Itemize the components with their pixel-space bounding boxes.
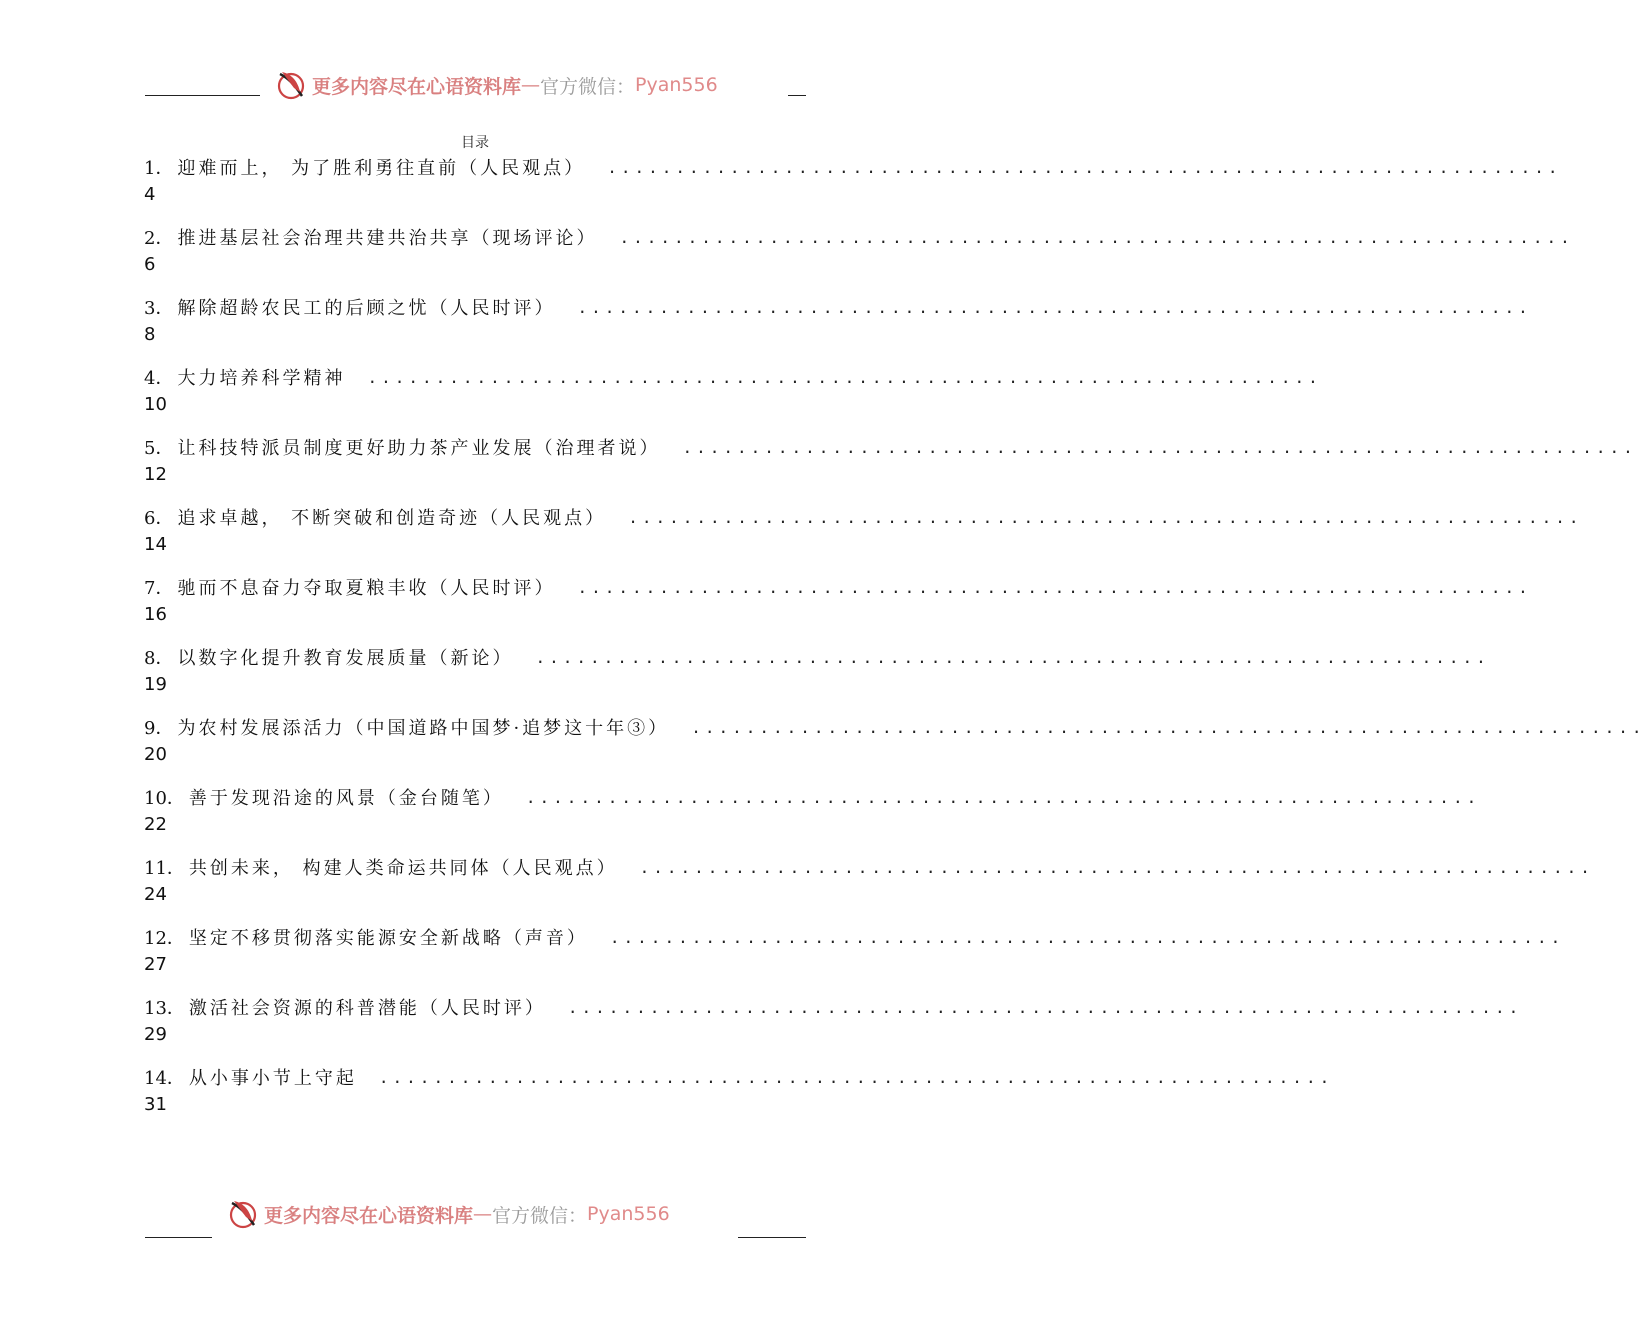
toc-entry-page: 16 <box>144 604 167 625</box>
toc-entry-page: 27 <box>144 954 167 975</box>
toc-entry-page: 14 <box>144 534 167 555</box>
toc-entry[interactable] <box>144 642 1490 712</box>
toc-entry-page: 8 <box>144 324 156 345</box>
toc-leader-dots: ...................................................................... <box>577 577 1532 597</box>
toc-entry-number: 4． <box>144 368 174 389</box>
toc-leader-dots: ...................................................................... <box>525 787 1481 807</box>
quill-logo-icon <box>226 1197 260 1231</box>
toc-entry-number: 3． <box>144 298 174 319</box>
toc-leader-dots: ...................................................................... <box>567 997 1523 1017</box>
toc-entry[interactable] <box>144 432 1637 502</box>
toc-entry[interactable] <box>144 992 1523 1062</box>
toc-entry[interactable] <box>144 712 1645 782</box>
toc-entry-page: 6 <box>144 254 156 275</box>
header-rule-left <box>145 95 260 96</box>
toc-entry-number: 9． <box>144 718 174 739</box>
toc-entry-title: 激活社会资源的科普潜能（人民时评） <box>188 998 546 1019</box>
banner-main-text: 更多内容尽在心语资料库 <box>264 1204 474 1227</box>
toc-entry-title: 推进基层社会治理共建共治共享（现场评论） <box>177 228 598 249</box>
header-rule-right <box>788 95 806 96</box>
toc-title: 目录 <box>461 135 489 151</box>
toc-leader-dots: ...................................................................... <box>619 227 1574 247</box>
toc-entry-number: 13． <box>144 998 185 1019</box>
footer-banner <box>226 1197 670 1231</box>
banner-wechat-id: Pyan556 <box>587 1203 670 1225</box>
toc-entry-title: 让科技特派员制度更好助力茶产业发展（治理者说） <box>177 438 661 459</box>
banner-dash: — <box>473 1203 493 1225</box>
toc-entry[interactable] <box>144 292 1532 362</box>
toc-leader-dots: ...................................................................... <box>691 717 1645 737</box>
footer-rule-left <box>145 1237 212 1238</box>
toc-entry-number: 6． <box>144 508 174 529</box>
toc-entry-title: 大力培养科学精神 <box>177 368 346 389</box>
footer-rule-right <box>738 1237 806 1238</box>
toc-entry-title: 坚定不移贯彻落实能源安全新战略（声音） <box>188 928 588 949</box>
header-banner <box>274 68 718 102</box>
toc-entry-page: 20 <box>144 744 167 765</box>
banner-dash: — <box>521 74 541 96</box>
toc-leader-dots: ...................................................................... <box>639 857 1594 877</box>
toc-entry[interactable] <box>144 222 1574 292</box>
toc-leader-dots: ...................................................................... <box>628 507 1583 527</box>
toc-entry-title: 以数字化提升教育发展质量（新论） <box>177 648 514 669</box>
toc-entry-page: 24 <box>144 884 167 905</box>
toc-list <box>144 152 1645 1132</box>
toc-entry[interactable] <box>144 852 1594 922</box>
banner-wechat-label: 官方微信： <box>540 75 636 98</box>
toc-entry-title: 从小事小节上守起 <box>188 1068 357 1089</box>
toc-entry-number: 11． <box>144 858 185 879</box>
toc-entry-number: 1． <box>144 158 174 179</box>
toc-entry-number: 8． <box>144 648 174 669</box>
toc-entry-title: 追求卓越， 不断突破和创造奇迹（人民观点） <box>177 508 607 529</box>
toc-entry-title: 驰而不息奋力夺取夏粮丰收（人民时评） <box>177 578 556 599</box>
banner-wechat-label: 官方微信： <box>492 1204 588 1227</box>
quill-logo-icon <box>274 68 308 102</box>
toc-entry-page: 22 <box>144 814 167 835</box>
toc-entry-number: 12． <box>144 928 185 949</box>
toc-entry[interactable] <box>144 1062 1334 1132</box>
toc-entry-page: 29 <box>144 1024 167 1045</box>
toc-entry[interactable] <box>144 572 1532 642</box>
toc-leader-dots: ...................................................................... <box>367 367 1322 387</box>
toc-entry[interactable] <box>144 782 1481 852</box>
toc-entry-page: 19 <box>144 674 167 695</box>
toc-leader-dots: ...................................................................... <box>607 157 1562 177</box>
toc-entry-page: 10 <box>144 394 167 415</box>
toc-leader-dots: ...................................................................... <box>682 437 1637 457</box>
banner-wechat-id: Pyan556 <box>635 74 718 96</box>
toc-leader-dots: ...................................................................... <box>535 647 1490 667</box>
toc-entry-title: 解除超龄农民工的后顾之忧（人民时评） <box>177 298 556 319</box>
toc-entry-title: 为农村发展添活力（中国道路中国梦·追梦这十年③） <box>177 718 670 739</box>
toc-entry[interactable] <box>144 922 1565 992</box>
toc-leader-dots: ...................................................................... <box>577 297 1532 317</box>
toc-entry-number: 14． <box>144 1068 185 1089</box>
toc-entry-title: 共创未来， 构建人类命运共同体（人民观点） <box>188 858 618 879</box>
toc-entry-title: 善于发现沿途的风景（金台随笔） <box>188 788 504 809</box>
toc-entry-page: 31 <box>144 1094 167 1115</box>
toc-entry-number: 7． <box>144 578 174 599</box>
toc-entry-number: 10． <box>144 788 185 809</box>
toc-leader-dots: ...................................................................... <box>378 1067 1334 1087</box>
toc-entry-page: 4 <box>144 184 156 205</box>
toc-entry-page: 12 <box>144 464 167 485</box>
toc-entry-title: 迎难而上， 为了胜利勇往直前（人民观点） <box>177 158 586 179</box>
toc-entry[interactable] <box>144 362 1322 432</box>
banner-main-text: 更多内容尽在心语资料库 <box>312 75 522 98</box>
toc-entry-number: 5． <box>144 438 174 459</box>
toc-leader-dots: ...................................................................... <box>609 927 1565 947</box>
toc-entry[interactable] <box>144 152 1562 222</box>
toc-entry[interactable] <box>144 502 1583 572</box>
toc-entry-number: 2． <box>144 228 174 249</box>
